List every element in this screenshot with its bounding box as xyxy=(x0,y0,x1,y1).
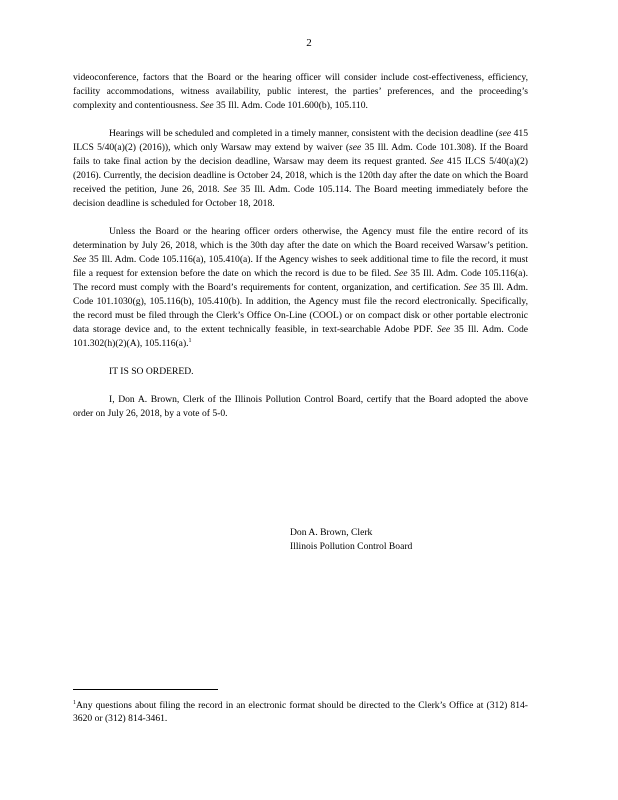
paragraph-text: 415 ILCS 5/40(a)(2) (2016)), which only Warsaw may extend by waiver ( xyxy=(73,128,528,153)
citation-signal: See xyxy=(223,184,237,195)
paragraph-text: 35 Ill. Adm. Code 101.308). If the Board fails to take final action by the decision deadline, Warsaw may deem its request granted. xyxy=(73,142,528,167)
paragraph-text: Unless the Board or the hearing officer orders otherwise, the Agency must file the entire record of its determination by July 26, 2018, which is the 30th day after the date on which the Board received Warsaw’s petition. xyxy=(73,226,528,251)
citation-signal: See xyxy=(394,268,408,279)
paragraph-text: 35 Ill. Adm. Code 101.302(h)(2)(A), 105.116(a). xyxy=(73,324,529,349)
signature-organization: Illinois Pollution Control Board xyxy=(290,541,413,552)
order-body xyxy=(73,71,528,435)
signature-block xyxy=(290,526,412,554)
citation-signal: See xyxy=(73,254,87,265)
footnote xyxy=(73,699,528,725)
paragraph-text: videoconference, factors that the Board or the hearing officer will consider include cost-effectiveness, efficiency, facility accommodations, witness availability, public interest, the parties’ preferences, and the proceeding’s complexity and contentiousness. xyxy=(73,72,528,111)
citation-signal: see xyxy=(349,142,362,153)
clerk-certification: I, Don A. Brown, Clerk of the Illinois Pollution Control Board, certify that the Board adopted the above order on July 26, 2018, by a vote of 5-0. xyxy=(73,394,528,419)
so-ordered: IT IS SO ORDERED. xyxy=(109,366,194,377)
signature-name: Don A. Brown, Clerk xyxy=(290,527,373,538)
paragraph-hearing-factors xyxy=(73,71,528,113)
citation-signal: See xyxy=(200,100,214,111)
citation-signal: See xyxy=(463,282,478,293)
citation: 35 Ill. Adm. Code 101.600(b), 105.110. xyxy=(216,100,368,111)
paragraph-text: 35 Ill. Adm. Code 105.114. The Board meeting immediately before the decision deadline is scheduled for October 18, 2018. xyxy=(73,184,528,209)
footnote-marker: 1 xyxy=(73,699,76,706)
paragraph-text: 35 Ill. Adm. Code 105.116(a). The record must comply with the Board’s requirements for content, organization, and certification. xyxy=(73,268,528,293)
paragraph-text: 415 ILCS 5/40(a)(2) (2016). Currently, the decision deadline is October 24, 2018, which is the 120th day after the date on which the Board received the petition, June 26, 2018. xyxy=(73,156,528,195)
paragraph-record-filing xyxy=(73,225,528,351)
paragraph-text: Hearings will be scheduled and completed in a timely manner, consistent with the decision deadline ( xyxy=(109,128,499,139)
paragraph-hearing-schedule xyxy=(73,127,528,211)
citation-signal: See xyxy=(430,156,444,167)
paragraph-text: 35 Ill. Adm. Code 105.116(a), 105.410(a). If the Agency wishes to seek additional time to file the record, it must file a request for extension before the date on which the record is due to be filed. xyxy=(73,254,528,279)
footnote-divider xyxy=(73,689,218,690)
page-number: 2 xyxy=(306,37,312,49)
citation-signal: See xyxy=(436,324,451,335)
footnote-reference: 1 xyxy=(188,337,192,344)
paragraph-text: 35 Ill. Adm. Code 101.1030(g), 105.116(b), 105.410(b). In addition, the Agency must file the record electronically. Specifically, the record must be filed through the Clerk’s Office On-Line (COOL) or on compact disk or other portable electronic data storage device and, to the extent technically feasible, in text-searchable Adobe PDF. xyxy=(73,282,528,335)
footnote-text: Any questions about filing the record in an electronic format should be directed to the Clerk’s Office at (312) 814-3620 or (312) 814-3461. xyxy=(73,700,528,724)
citation-signal: see xyxy=(498,128,512,139)
